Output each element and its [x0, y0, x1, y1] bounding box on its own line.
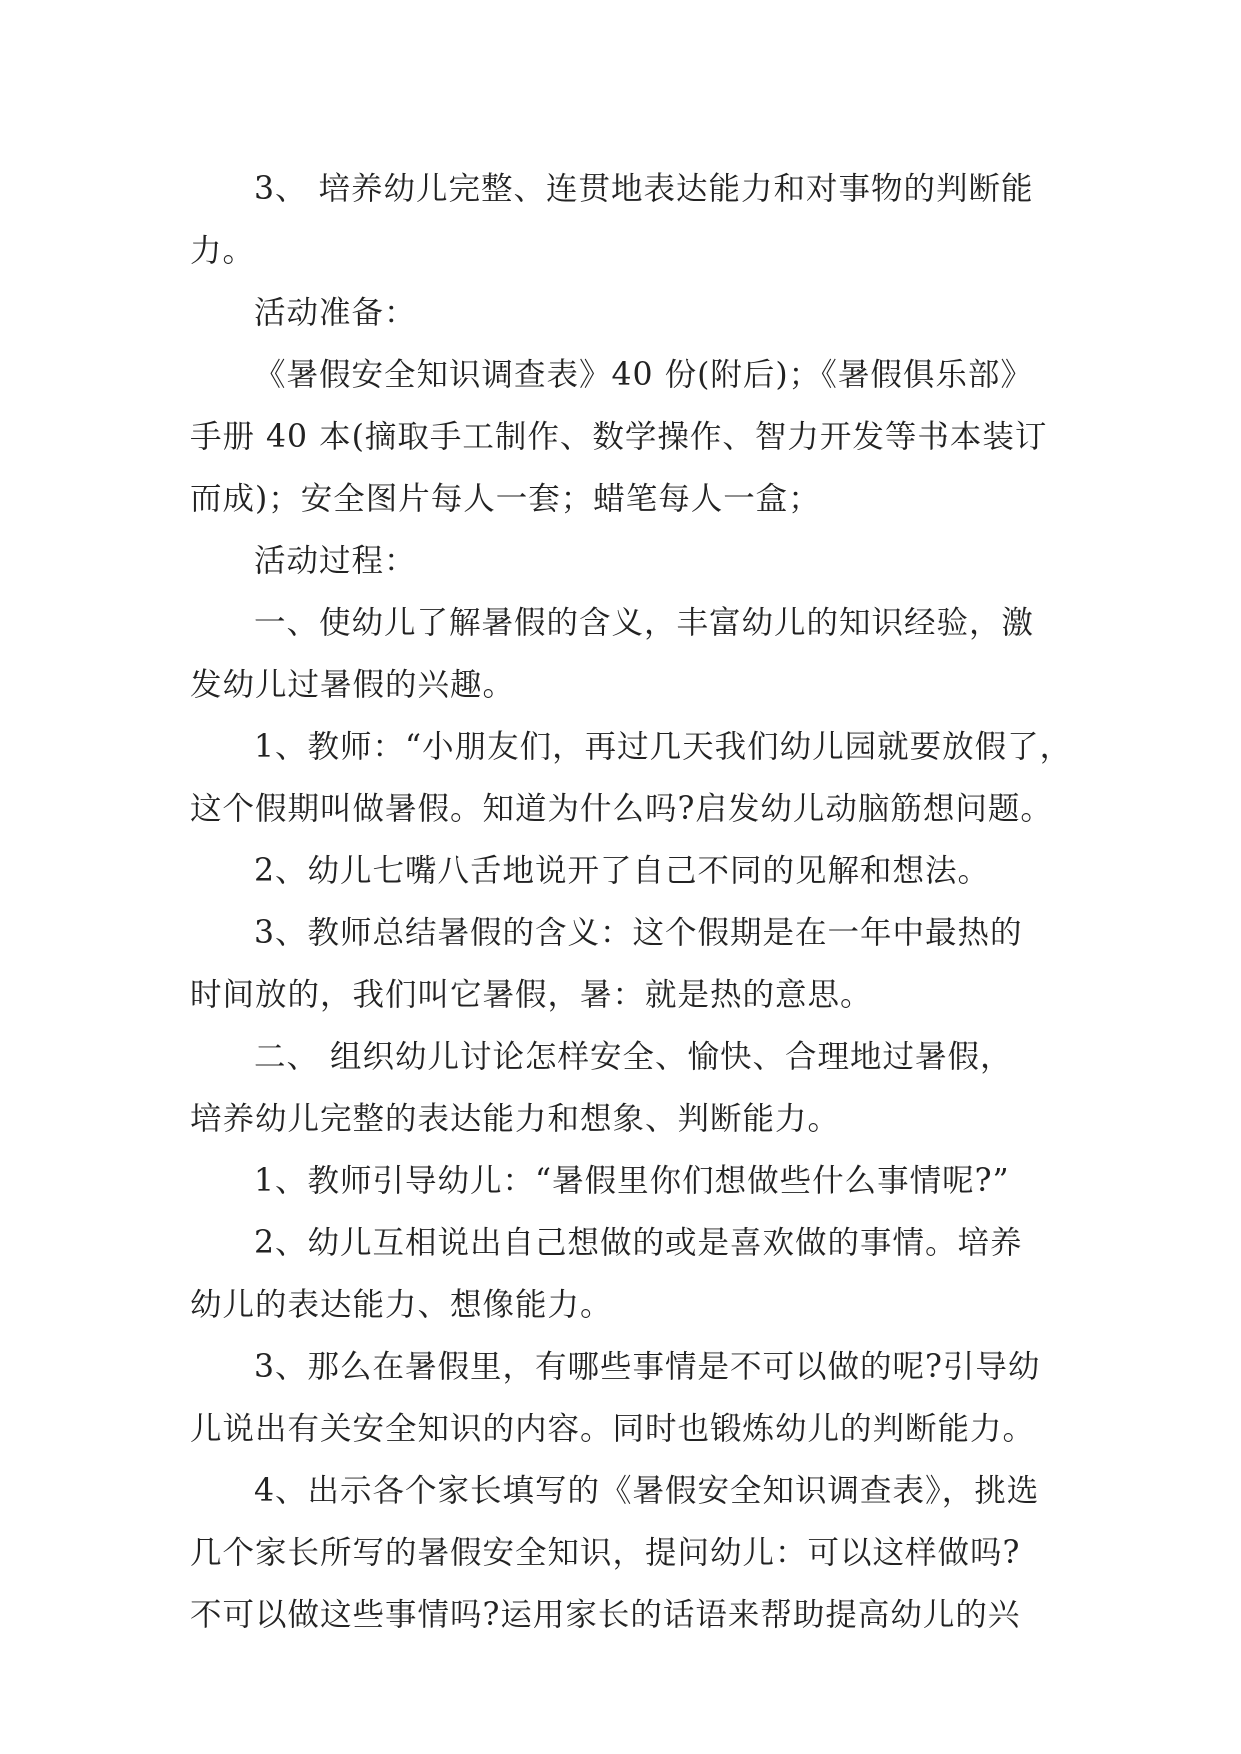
text-line: 1、教师引导幼儿：“暑假里你们想做些什么事情呢?” [254, 1163, 1010, 1199]
text-line: 而成)；安全图片每人一套；蜡笔每人一盒； [190, 481, 821, 517]
text-line: 儿说出有关安全知识的内容。同时也锻炼幼儿的判断能力。 [190, 1411, 1036, 1447]
text-line: 活动过程： [254, 543, 417, 579]
text-line: 1、教师：“小朋友们，再过几天我们幼儿园就要放假了， [254, 729, 1073, 765]
text-line: 手册 40 本(摘取手工制作、数学操作、智力开发等书本装订 [190, 419, 1048, 455]
text-line: 这个假期叫做暑假。知道为什么吗?启发幼儿动脑筋想问题。 [190, 791, 1053, 827]
text-line: 培养幼儿完整的表达能力和想象、判断能力。 [190, 1101, 841, 1137]
text-line: 3、那么在暑假里，有哪些事情是不可以做的呢?引导幼 [254, 1349, 1041, 1385]
text-line: 二、 组织幼儿讨论怎样安全、愉快、合理地过暑假， [254, 1039, 1013, 1075]
text-line: 《暑假安全知识调查表》40 份(附后)；《暑假俱乐部》 [254, 357, 1033, 393]
text-line: 3、教师总结暑假的含义：这个假期是在一年中最热的 [254, 915, 1023, 951]
text-line: 幼儿的表达能力、想像能力。 [190, 1287, 613, 1323]
text-line: 力。 [190, 233, 256, 269]
text-line: 发幼儿过暑假的兴趣。 [190, 667, 516, 703]
text-line: 一、使幼儿了解暑假的含义，丰富幼儿的知识经验，激 [254, 605, 1035, 641]
text-line: 2、幼儿互相说出自己想做的或是喜欢做的事情。培养 [254, 1225, 1023, 1261]
body-text [190, 158, 1073, 1646]
text-line: 3、 培养幼儿完整、连贯地表达能力和对事物的判断能 [254, 171, 1034, 207]
text-line: 时间放的，我们叫它暑假，暑：就是热的意思。 [190, 977, 873, 1013]
text-line: 几个家长所写的暑假安全知识，提问幼儿：可以这样做吗? [190, 1535, 1021, 1571]
text-line: 2、幼儿七嘴八舌地说开了自己不同的见解和想法。 [254, 853, 991, 889]
text-line: 4、出示各个家长填写的《暑假安全知识调查表》，挑选 [254, 1473, 1040, 1509]
text-line: 不可以做这些事情吗?运用家长的话语来帮助提高幼儿的兴 [190, 1597, 1021, 1633]
text-line: 活动准备： [254, 295, 417, 331]
